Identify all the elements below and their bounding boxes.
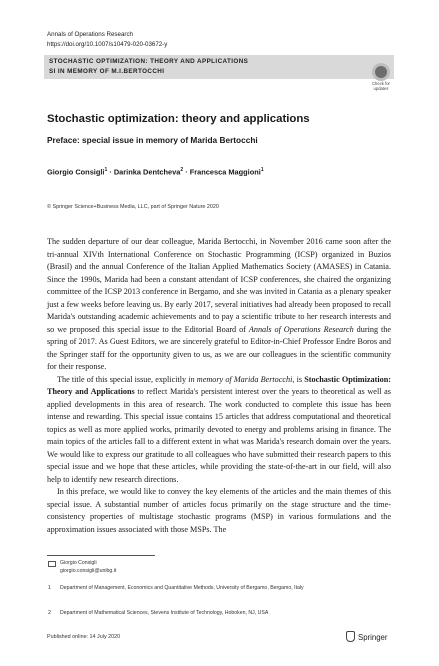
paragraph: The sudden departure of our dear colleague, Marida Bertocchi, in November 2016 came soon after the tri-annual XIVth International Conference on Stochastic Programming (ICSP) organized in Buzios (Brasil) and the annual Conference of the Italian Applied Mathematics Society (AMASES) in Catania. Since the 1990s, Marida had been a constant attendant of ICSP conferences, she chaired the organizing committee of the ICSP 2013 conference in Bergamo, and she was invited in Catania as a plenary speaker just a few weeks before leaving us. By early 2017, several initiatives had already been proposed to recall Marida's outstanding academic achievements and to pay a scientific tribute to her research interests and so we proposed this special issue to the Editorial Board of Annals of Operations Research during the spring of 2017. As Guest Editors, we are sincerely grateful to Editor-in-Chief Professor Endre Boros and the Springer staff for the opportunity given to us, as we are our colleagues in the scientific community for their response. (47, 237, 391, 371)
springer-horse-icon (346, 631, 355, 642)
author-separator: · (107, 167, 114, 177)
author-list (47, 167, 264, 176)
author-name[interactable]: Francesca Maggioni (189, 167, 261, 177)
affiliation-marker: 1 (260, 167, 264, 173)
footnote-number: 1 (48, 585, 51, 591)
affiliation-text: Department of Management, Economics and Quantitative Methods, University of Bergamo, Bergamo, Italy (60, 585, 304, 591)
issue-title: Stochastic Optimization: Theory and Applications (47, 374, 391, 396)
footnote-number: 2 (48, 610, 51, 616)
envelope-icon (48, 561, 56, 567)
publication-date: Published online: 14 July 2020 (47, 634, 121, 640)
contact-email[interactable]: giorgio.consigli@unibg.it (60, 567, 117, 574)
author-name[interactable]: Darinka Dentcheva (113, 167, 181, 177)
check-for-updates-badge[interactable] (367, 63, 395, 95)
contact-name: Giorgio Consigli (60, 560, 97, 566)
section-subtitle: SI IN MEMORY OF M.I.BERTOCCHI (49, 68, 165, 75)
check-updates-icon (372, 63, 390, 81)
article-title: Stochastic optimization: theory and applications (47, 113, 310, 125)
author-separator: · (183, 167, 190, 177)
journal-name: Annals of Operations Research (47, 31, 133, 38)
journal-reference: Annals of Operations Research (248, 324, 354, 334)
author-name[interactable]: Giorgio Consigli (47, 167, 105, 177)
emphasis: in memory of Marida Bertocchi (188, 374, 293, 384)
footnote-divider (47, 555, 155, 556)
affiliation-footnote-2 (48, 610, 380, 618)
badge-label: Check for updates (372, 81, 390, 91)
publisher-name: Springer (358, 633, 388, 642)
paragraph: The title of this special issue, explicitly in memory of Marida Bertocchi, is Stochastic Optimization: Theory and Applications to reflect Marida's persistent interest over the years to theoretical as well as applied developments in this area of research. The work conducted to complete this issue has been intense and rewarding. This special issue contains 15 articles that address computational and theoretical topics as well as more applied works, primarily devoted to energy and problems arising in finance. The main topics of the articles fall to a different extent in what was Marida's research domain over the years. We would like to express our gratitude to all colleagues who have submitted their research papers to this special issue and we hope that these articles, while providing the state-of-the-art in our field, will also help to identify new research directions. (47, 374, 391, 484)
article-subtitle: Preface: special issue in memory of Marida Bertocchi (47, 135, 258, 145)
paragraph: In this preface, we would like to convey the key elements of the articles and the main themes of this special issue. A substantial number of articles focus primarily on the stage structure and the time-consistency properties of multistage stochastic programs (MSP) in various formulations and the approximation issues associated with those MSPs. The (47, 487, 391, 534)
doi-link[interactable]: https://doi.org/10.1007/s10479-020-03672-y (47, 41, 168, 48)
copyright-notice: © Springer Science+Business Media, LLC, part of Springer Nature 2020 (47, 204, 219, 210)
article-body (47, 236, 391, 536)
affiliation-marker: 1 (104, 167, 108, 173)
affiliation-footnote-1 (48, 585, 360, 593)
contact-footnote (60, 560, 116, 575)
affiliation-marker: 2 (180, 167, 184, 173)
affiliation-text: Department of Mathematical Sciences, Stevens Institute of Technology, Hoboken, NJ, USA (60, 610, 269, 616)
section-title: STOCHASTIC OPTIMIZATION: THEORY AND APPLICATIONS (49, 58, 249, 65)
publisher-logo (346, 631, 387, 642)
